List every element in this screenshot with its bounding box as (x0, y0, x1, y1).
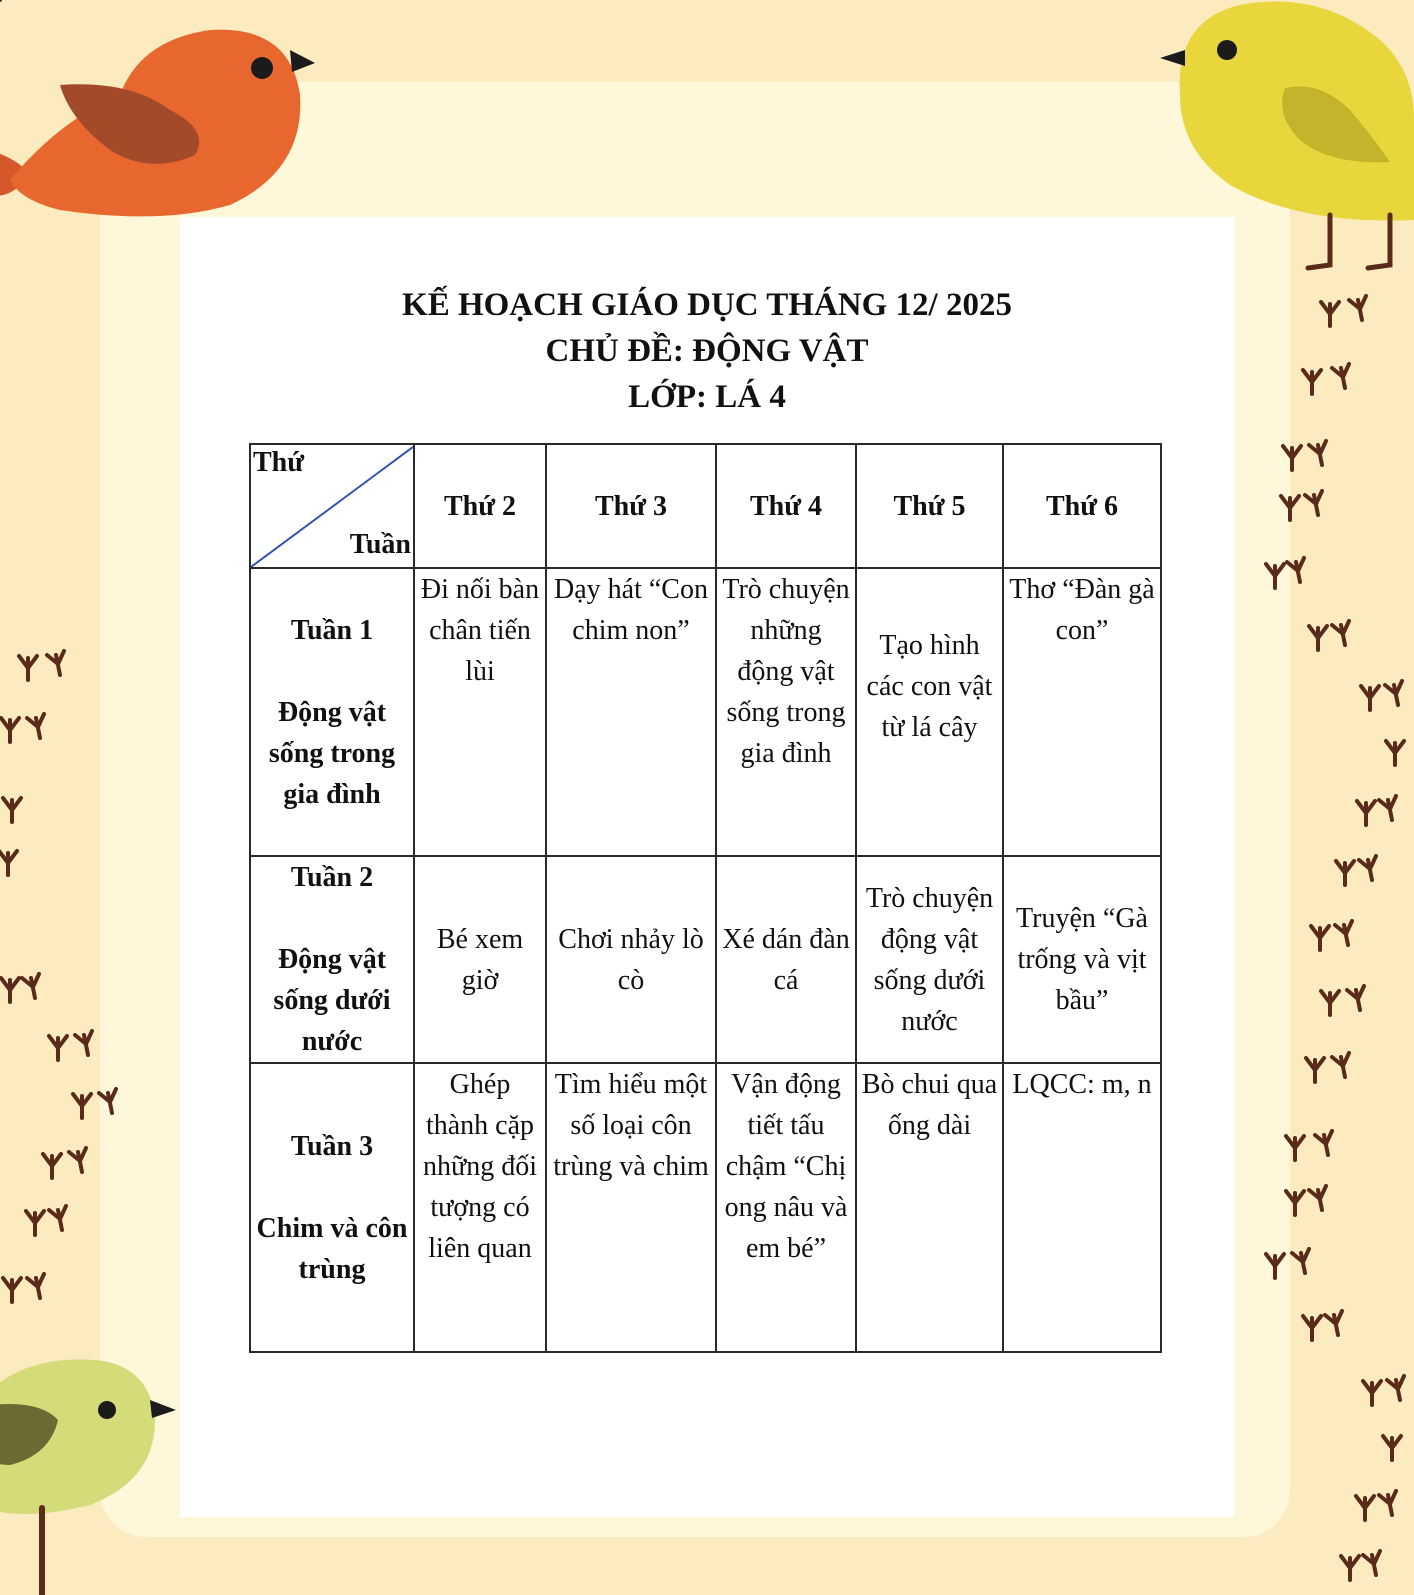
table-row (250, 1063, 1161, 1352)
schedule-table (249, 443, 1162, 1353)
activity-cell: Thơ “Đàn gà con” (1003, 568, 1161, 856)
corner-day-label: Thứ (253, 447, 305, 478)
week-topic: Động vật sống dưới nước (273, 944, 391, 1057)
activity-cell: Bé xem giờ (414, 856, 546, 1063)
title-line-1: KẾ HOẠCH GIÁO DỤC THÁNG 12/ 2025 (402, 287, 1012, 323)
week-cell (250, 1063, 414, 1352)
corner-week-label: Tuần (349, 529, 411, 560)
activity-cell: LQCC: m, n (1003, 1063, 1161, 1352)
activity-cell: Đi nối bàn chân tiến lùi (414, 568, 546, 856)
week-topic: Chim và côn trùng (256, 1212, 408, 1285)
activity-cell: Tìm hiểu một số loại côn trùng và chim (546, 1063, 716, 1352)
activity-cell: Dạy hát “Con chim non” (546, 568, 716, 856)
week-cell (250, 856, 414, 1063)
title-line-3: LỚP: LÁ 4 (628, 379, 786, 415)
header-day: Thứ 5 (856, 444, 1003, 568)
corner-cell (250, 444, 414, 568)
header-day: Thứ 6 (1003, 444, 1161, 568)
header-day: Thứ 2 (414, 444, 546, 568)
activity-cell: Bò chui qua ống dài (856, 1063, 1003, 1352)
title-line-2: CHỦ ĐỀ: ĐỘNG VẬT (545, 333, 869, 369)
week-label: Tuần 1 (290, 614, 374, 646)
week-label: Tuần 3 (290, 1130, 374, 1162)
table-header-row (250, 444, 1161, 568)
activity-cell: Truyện “Gà trống và vịt bầu” (1003, 856, 1161, 1063)
activity-cell: Xé dán đàn cá (716, 856, 856, 1063)
week-cell (250, 568, 414, 856)
activity-cell: Chơi nhảy lò cò (546, 856, 716, 1063)
table-row (250, 568, 1161, 856)
week-label: Tuần 2 (290, 862, 374, 893)
activity-cell: Vận động tiết tấu chậm “Chị ong nâu và em bé” (716, 1063, 856, 1352)
activity-cell: Tạo hình các con vật từ lá cây (856, 568, 1003, 856)
header-day: Thứ 4 (716, 444, 856, 568)
document-title (180, 282, 1234, 420)
activity-cell: Trò chuyện những động vật sống trong gia đình (716, 568, 856, 856)
week-topic: Động vật sống trong gia đình (268, 696, 396, 810)
table-row (250, 856, 1161, 1063)
header-day: Thứ 3 (546, 444, 716, 568)
activity-cell: Ghép thành cặp những đối tượng có liên quan (414, 1063, 546, 1352)
activity-cell: Trò chuyện động vật sống dưới nước (856, 856, 1003, 1063)
